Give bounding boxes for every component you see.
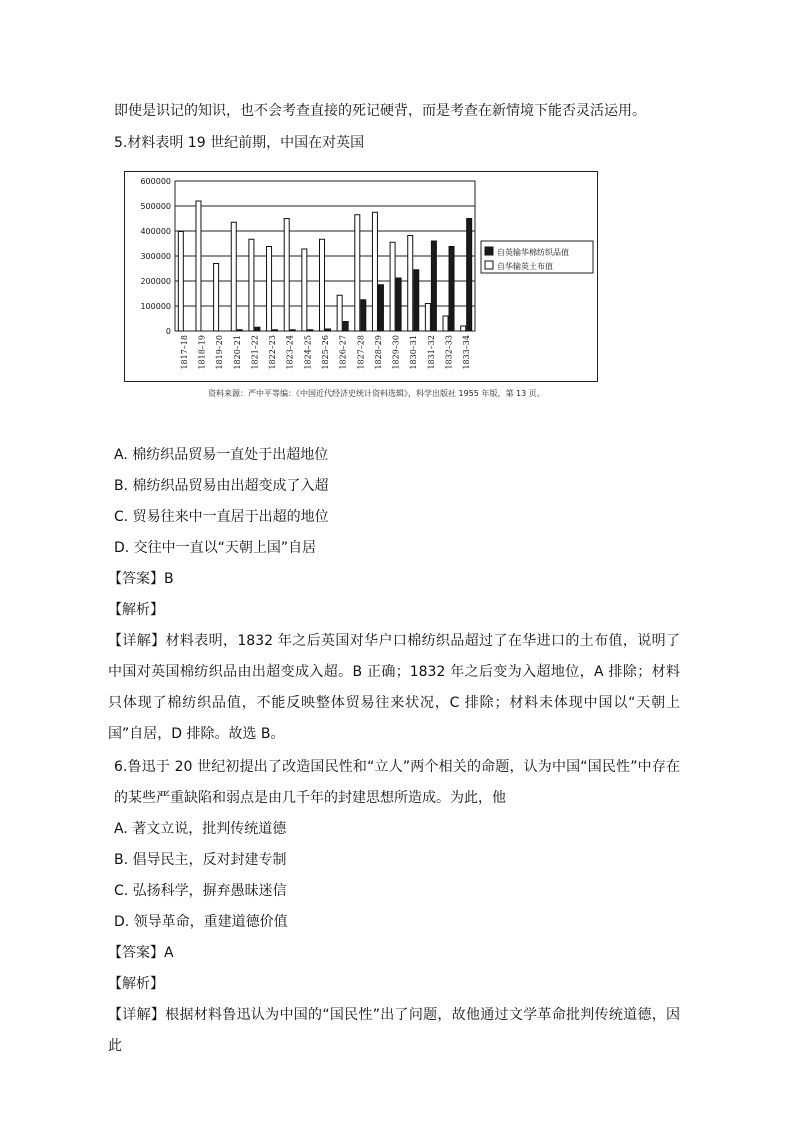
- x-tick-label: 1822–23: [268, 335, 278, 370]
- q6-option-c: C. 弘扬科学，摒弃愚昧迷信: [114, 883, 287, 899]
- y-tick-label: 400000: [140, 227, 171, 236]
- detail-text: 材料表明，1832 年之后英国对华户口棉纺织品超过了在华进口的土布值，说明了中国对英国棉纺织品由出超变成入超。B 正确；1832 年之后变为入超地位，A 排除；材料只体现了棉纺织品值，不能反映整体贸易往来状况，C 排除；材料未体现中国以“天朝上国”自居，D 排除。故选 B。: [108, 633, 681, 742]
- x-tick-label: 1829–30: [391, 335, 401, 370]
- bar-china-to-uk: [178, 232, 183, 332]
- trade-bar-chart: [124, 171, 598, 382]
- legend-swatch: [485, 247, 493, 255]
- bar-china-to-uk: [390, 242, 395, 331]
- legend-swatch: [485, 261, 493, 269]
- answer-tag: 【答案】: [108, 945, 164, 961]
- x-tick-label: 1827–28: [356, 335, 366, 370]
- bar-uk-to-china: [449, 247, 454, 332]
- answer-tag: 【答案】: [108, 571, 164, 587]
- q6-analysis-tag: 【解析】: [108, 976, 164, 992]
- bar-uk-to-china: [308, 330, 313, 331]
- bar-china-to-uk: [425, 304, 430, 332]
- detail-tag: 【详解】: [108, 633, 166, 649]
- legend-label: 自华输英土布值: [497, 262, 553, 271]
- bar-china-to-uk: [249, 239, 254, 331]
- detail-text: 根据材料鲁迅认为中国的“国民性”出了问题，故他通过文学革命批判传统道德，因此: [108, 1007, 680, 1054]
- x-tick-label: 1830–31: [409, 335, 419, 370]
- y-tick-label: 0: [165, 327, 171, 336]
- q5-option-a: A. 棉纺织品贸易一直处于出超地位: [114, 447, 329, 463]
- x-tick-label: 1818–19: [197, 335, 207, 370]
- intro-line: 即使是识记的知识，也不会考查直接的死记硬背，而是考查在新情境下能否灵活运用。: [114, 103, 646, 119]
- y-tick-label: 100000: [140, 302, 171, 311]
- bar-china-to-uk: [337, 295, 342, 331]
- y-tick-label: 600000: [140, 177, 171, 186]
- bar-china-to-uk: [372, 212, 377, 331]
- chart-source-note: 资料来源：严中平等编：《中国近代经济史统计资料选辑》，科学出版社 1955 年版，第 13 页。: [208, 389, 545, 398]
- y-tick-label: 200000: [140, 277, 171, 286]
- q5-option-c: C. 贸易往来中一直居于出超的地位: [114, 509, 329, 525]
- bar-china-to-uk: [443, 316, 448, 331]
- q6-option-a: A. 著文立说，批判传统道德: [114, 821, 287, 837]
- bar-china-to-uk: [320, 239, 325, 331]
- bar-china-to-uk: [267, 247, 272, 332]
- x-tick-label: 1831–32: [426, 335, 436, 370]
- bar-china-to-uk: [231, 222, 236, 331]
- bar-uk-to-china: [290, 330, 295, 331]
- bar-china-to-uk: [196, 201, 201, 331]
- bar-uk-to-china: [343, 322, 348, 332]
- q5-analysis-tag: 【解析】: [108, 602, 164, 618]
- q6-answer: [108, 943, 174, 963]
- bar-china-to-uk: [408, 236, 413, 332]
- q5-stem: 5.材料表明 19 世纪前期，中国在对英国: [114, 135, 365, 151]
- y-tick-label: 300000: [140, 252, 171, 261]
- x-tick-label: 1824–25: [303, 335, 313, 370]
- bar-china-to-uk: [461, 326, 466, 331]
- bar-uk-to-china: [255, 327, 260, 331]
- bar-chart-svg: [125, 172, 597, 381]
- q6-option-d: D. 领导革命，重建道德价值: [114, 914, 288, 930]
- bar-uk-to-china: [431, 241, 436, 331]
- q5-detail: [108, 626, 680, 750]
- bar-uk-to-china: [273, 330, 278, 331]
- q6-option-b: B. 倡导民主，反对封建专制: [114, 852, 287, 868]
- q5-answer: [108, 569, 174, 589]
- bar-china-to-uk: [214, 264, 219, 332]
- x-tick-label: 1821–22: [250, 335, 260, 370]
- q6-stem: 6.鲁迅于 20 世纪初提出了改造国民性和“立人”两个相关的命题，认为中国“国民性”中存在的某些严重缺陷和弱点是由几千年的封建思想所造成。为此，他: [114, 759, 680, 806]
- q5-option-d: D. 交往中一直以“天朝上国”自居: [114, 540, 317, 556]
- legend-label: 自英输华棉纺织品值: [497, 248, 569, 257]
- bar-uk-to-china: [396, 278, 401, 331]
- answer-value: A: [164, 945, 174, 961]
- answer-value: B: [164, 571, 174, 587]
- x-tick-label: 1820–21: [232, 335, 242, 370]
- bar-uk-to-china: [237, 330, 242, 331]
- x-tick-label: 1817–18: [179, 335, 189, 370]
- bar-china-to-uk: [355, 215, 360, 331]
- x-tick-label: 1825–26: [321, 335, 330, 370]
- y-tick-label: 500000: [140, 202, 171, 211]
- bar-uk-to-china: [378, 285, 383, 331]
- q6-detail: [108, 1000, 680, 1062]
- x-tick-label: 1819–20: [215, 335, 225, 370]
- q5-option-b: B. 棉纺织品贸易由出超变成了入超: [114, 478, 329, 494]
- bar-uk-to-china: [361, 300, 366, 331]
- bar-uk-to-china: [326, 329, 331, 331]
- detail-tag: 【详解】: [108, 1007, 166, 1023]
- x-tick-label: 1826–27: [338, 335, 348, 370]
- x-tick-label: 1828–29: [373, 335, 383, 370]
- x-tick-label: 1833–34: [462, 335, 472, 370]
- bar-china-to-uk: [302, 249, 307, 331]
- bar-china-to-uk: [284, 219, 289, 332]
- x-tick-label: 1832–33: [444, 335, 454, 370]
- bar-uk-to-china: [414, 270, 419, 331]
- x-tick-label: 1823–24: [285, 335, 295, 370]
- bar-uk-to-china: [467, 219, 472, 332]
